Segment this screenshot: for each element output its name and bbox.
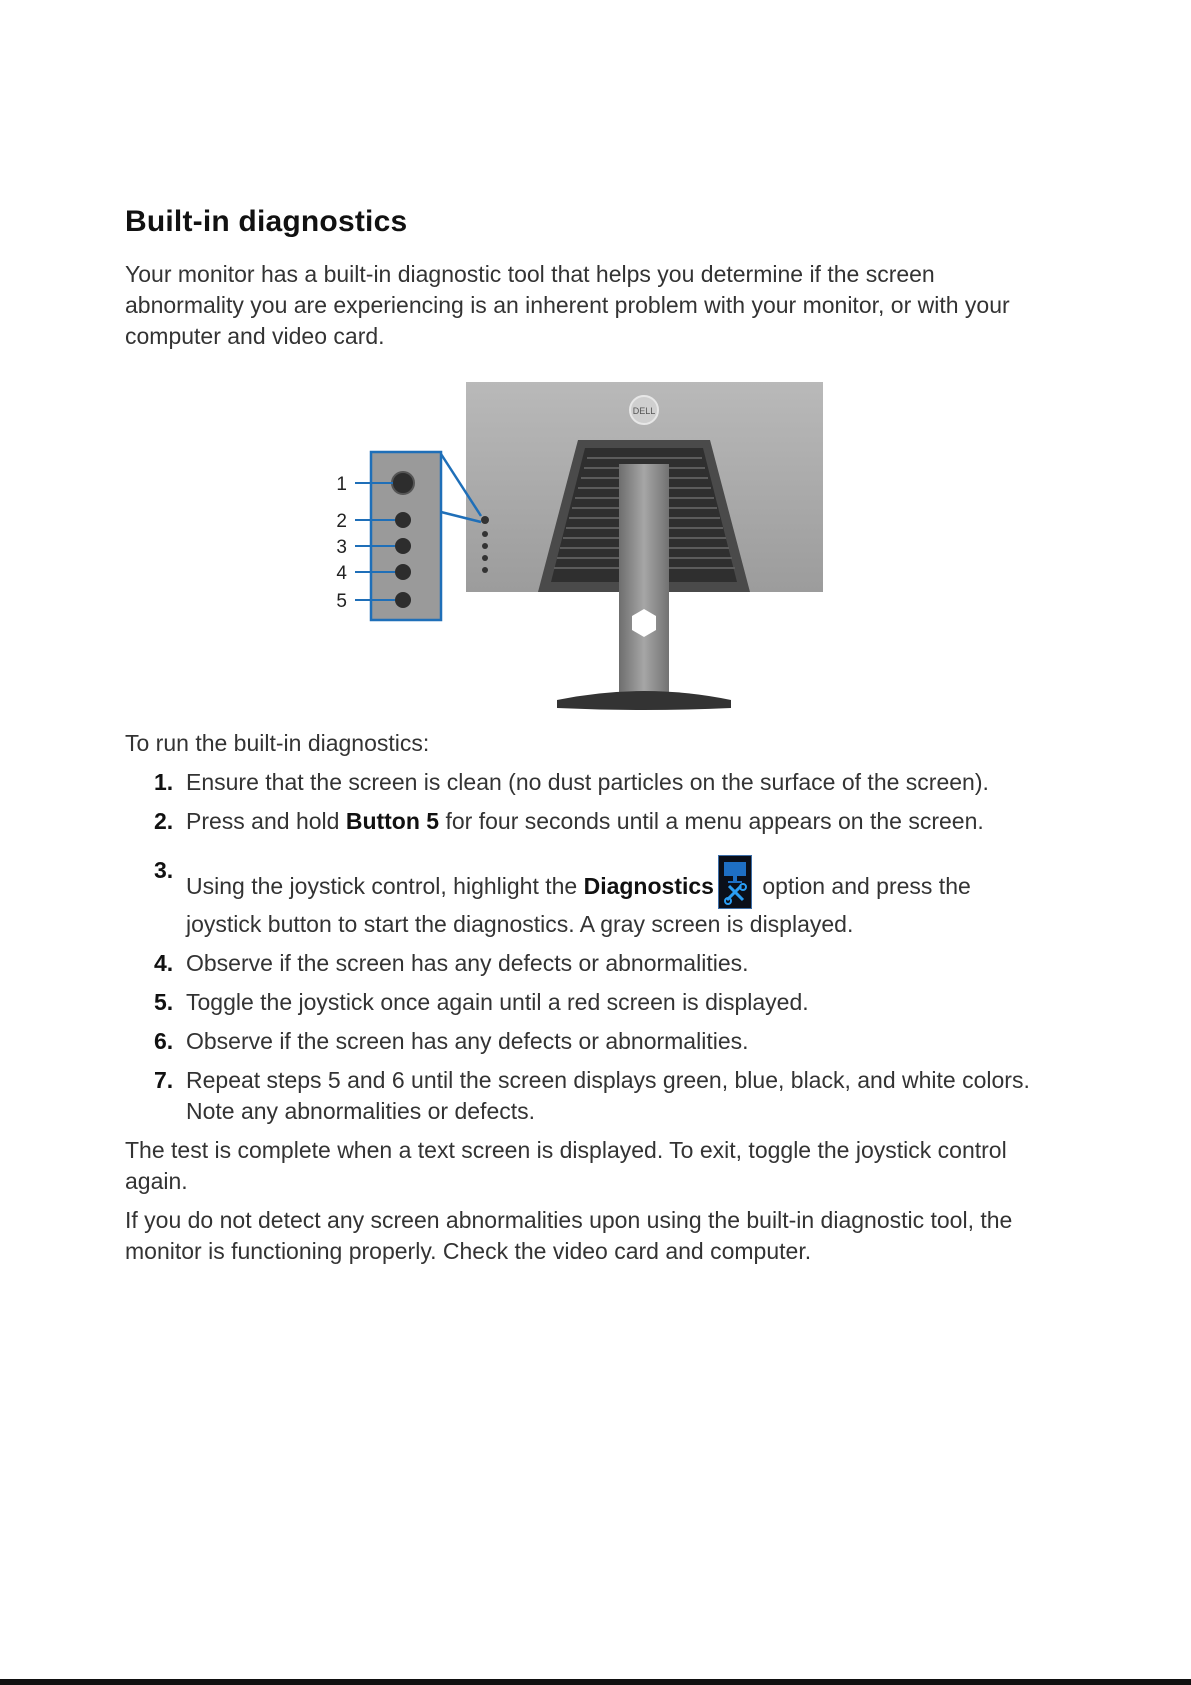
diagnostics-icon — [718, 855, 752, 909]
page-bottom-rule — [0, 1679, 1191, 1685]
intro-paragraph: Your monitor has a built-in diagnostic tool that helps you determine if the screen abnormality you are experiencing is an inherent problem with your monitor, or with your computer and video card. — [125, 261, 1010, 349]
dell-logo-text: DELL — [632, 406, 656, 416]
steps-lead: To run the built-in diagnostics: — [125, 730, 430, 756]
callout-label-1: 1 — [336, 474, 347, 495]
callout-label-2: 2 — [336, 511, 347, 532]
list-item: 3. Using the joystick control, highlight the Diagnostics option and press the joystick button to start the diagnostics. A gray screen is displayed. — [154, 857, 971, 937]
list-item: 4. Observe if the screen has any defects or abnormalities. — [154, 950, 749, 976]
steps-list — [125, 767, 1045, 1127]
button-5 — [395, 592, 411, 608]
page-title: Built-in diagnostics — [125, 205, 408, 238]
button-1-joystick — [392, 472, 414, 494]
list-item: 6. Observe if the screen has any defects or abnormalities. — [154, 1028, 749, 1054]
stand-column — [619, 464, 669, 696]
list-item: 1. Ensure that the screen is clean (no dust particles on the surface of the screen). — [154, 769, 989, 795]
callout-label-3: 3 — [336, 537, 347, 558]
button-2 — [395, 512, 411, 528]
list-item: 2. Press and hold Button 5 for four seconds until a menu appears on the screen. — [154, 808, 984, 834]
callout-label-4: 4 — [336, 563, 347, 584]
result-paragraph: If you do not detect any screen abnormalities upon using the built-in diagnostic tool, the monitor is functioning properly. Check the video card and computer. — [125, 1207, 1013, 1264]
monitor-rear-figure — [125, 382, 1045, 728]
button-3 — [395, 538, 411, 554]
list-item: 5. Toggle the joystick once again until a red screen is displayed. — [154, 989, 809, 1015]
callout-label-5: 5 — [336, 591, 347, 612]
test-complete-paragraph: The test is complete when a text screen is displayed. To exit, toggle the joystick control again. — [125, 1137, 1007, 1194]
stand-base — [557, 691, 731, 710]
monitor-rear-illustration — [125, 382, 1045, 728]
button-4 — [395, 564, 411, 580]
page-content — [125, 205, 1045, 1275]
list-item: 7. Repeat steps 5 and 6 until the screen displays green, blue, black, and white colors. Note any abnormalities or defects. — [154, 1067, 1030, 1124]
